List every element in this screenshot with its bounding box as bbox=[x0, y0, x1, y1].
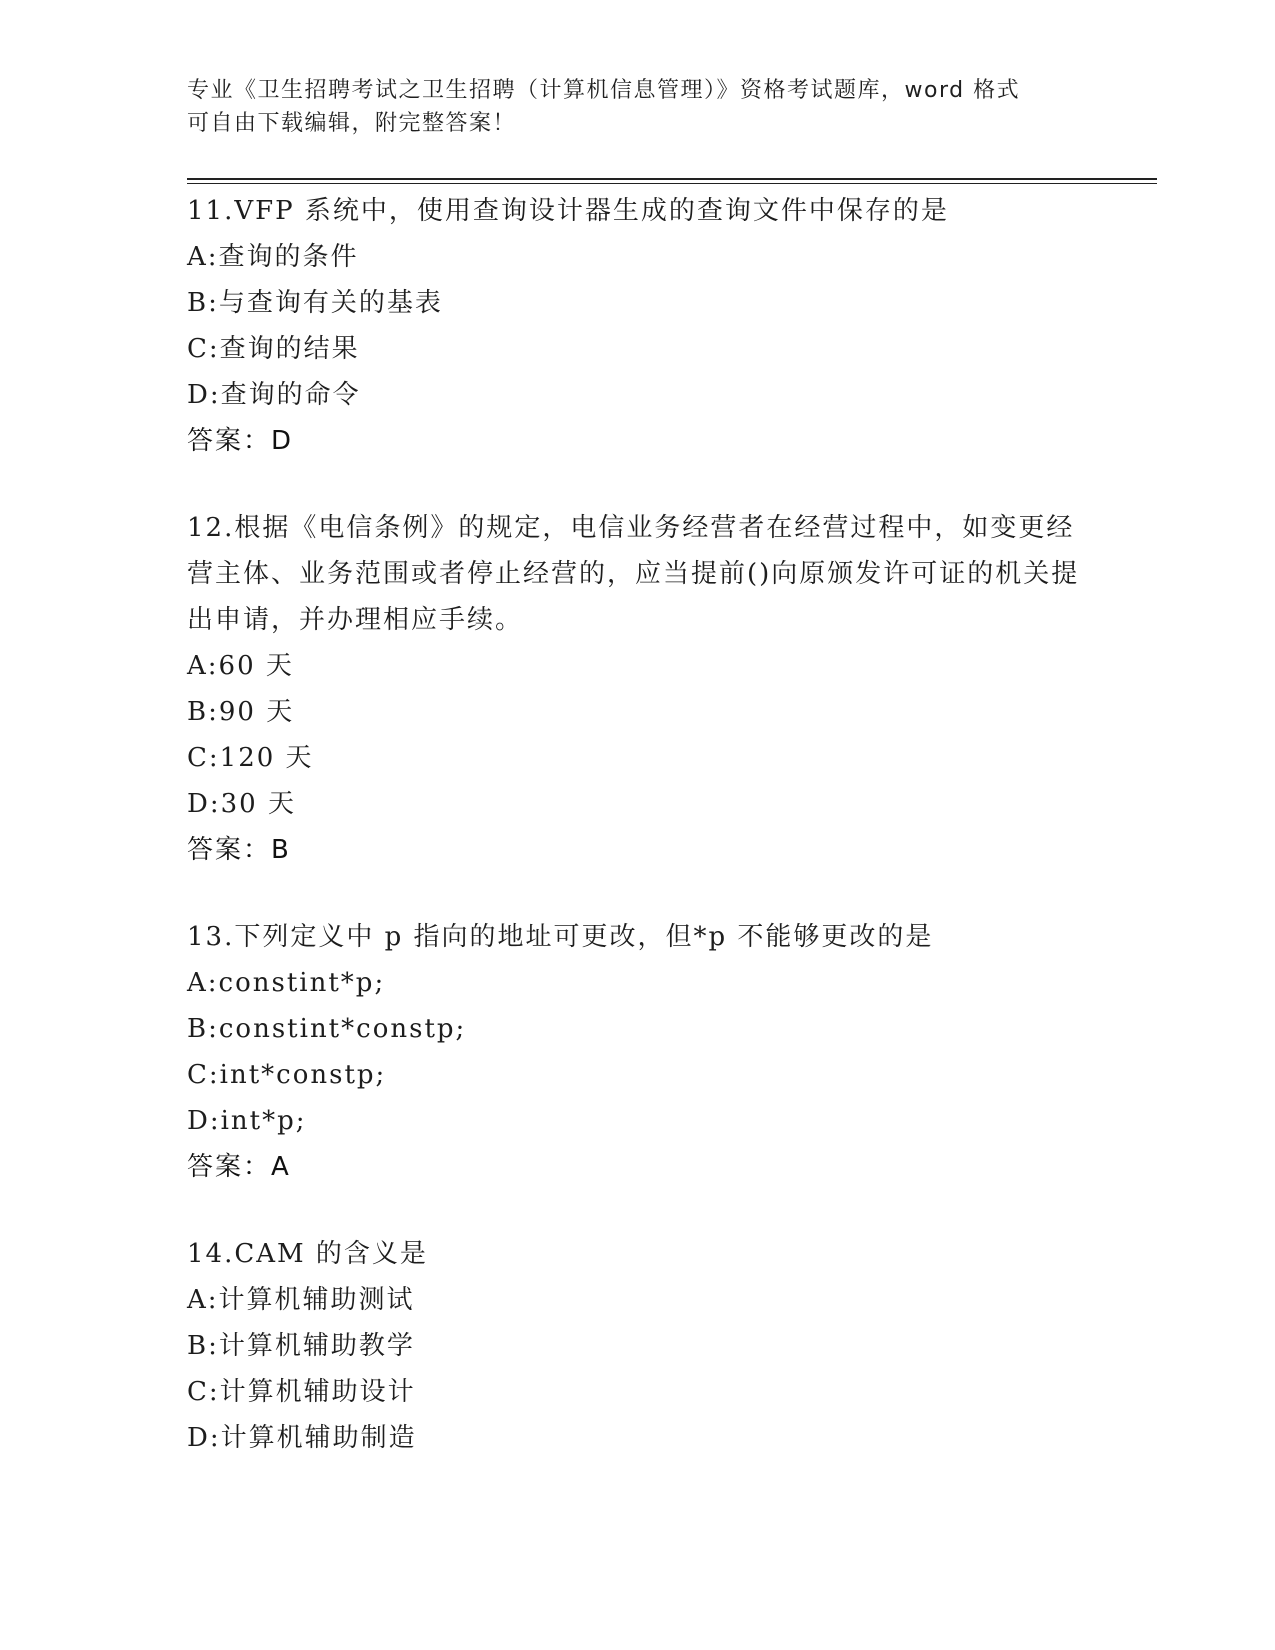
question-11 bbox=[187, 188, 1087, 464]
option-letter: B: bbox=[187, 1014, 219, 1044]
answer-label: 答案：A bbox=[187, 1152, 291, 1182]
option-text: 计算机辅助测试 bbox=[218, 1285, 415, 1315]
option-letter: D: bbox=[187, 1423, 221, 1453]
option-letter: D: bbox=[187, 789, 221, 819]
option-text: 120 天 bbox=[219, 743, 314, 773]
option-letter: C: bbox=[187, 1060, 220, 1090]
question-text: 12.根据《电信条例》的规定，电信业务经营者在经营过程中，如变更经营主体、业务范围或者停止经营的，应当提前()向原颁发许可证的机关提出申请，并办理相应手续。 bbox=[187, 513, 1080, 635]
answer-label: 答案：D bbox=[187, 426, 294, 456]
option-letter: C: bbox=[187, 1377, 220, 1407]
option-text: 90 天 bbox=[218, 697, 295, 727]
header-divider bbox=[187, 178, 1157, 184]
header-line-2: 可自由下载编辑，附完整答案！ bbox=[187, 111, 517, 136]
question-12 bbox=[187, 505, 1087, 873]
option-a bbox=[187, 1277, 1087, 1323]
option-letter: A: bbox=[187, 651, 219, 681]
question-list bbox=[187, 188, 1087, 1502]
option-text: 查询的条件 bbox=[218, 242, 359, 272]
option-text: int*p; bbox=[220, 1106, 307, 1136]
option-d bbox=[187, 372, 1087, 418]
option-letter: B: bbox=[187, 697, 219, 727]
option-a bbox=[187, 960, 1087, 1006]
option-letter: A: bbox=[187, 1285, 219, 1315]
option-text: 查询的命令 bbox=[220, 380, 361, 410]
option-c bbox=[187, 1369, 1087, 1415]
option-d bbox=[187, 1415, 1087, 1461]
option-a bbox=[187, 234, 1087, 280]
option-text: 30 天 bbox=[220, 789, 296, 819]
option-a bbox=[187, 643, 1087, 689]
option-letter: B: bbox=[187, 288, 219, 318]
option-d bbox=[187, 781, 1087, 827]
option-text: 计算机辅助教学 bbox=[218, 1331, 415, 1361]
question-text: 11.VFP 系统中，使用查询设计器生成的查询文件中保存的是 bbox=[187, 196, 949, 226]
question-text: 14.CAM 的含义是 bbox=[187, 1239, 428, 1269]
option-letter: A: bbox=[187, 242, 219, 272]
option-b bbox=[187, 689, 1087, 735]
option-text: 与查询有关的基表 bbox=[218, 288, 443, 318]
option-text: constint*constp; bbox=[218, 1014, 467, 1044]
question-14 bbox=[187, 1231, 1087, 1461]
option-c bbox=[187, 735, 1087, 781]
option-text: 计算机辅助设计 bbox=[219, 1377, 416, 1407]
option-text: int*constp; bbox=[219, 1060, 387, 1090]
header-line-1: 专业《卫生招聘考试之卫生招聘（计算机信息管理）》资格考试题库，word 格式 bbox=[187, 78, 1021, 103]
option-text: 查询的结果 bbox=[219, 334, 360, 364]
answer-label: 答案：B bbox=[187, 835, 291, 865]
option-b bbox=[187, 1006, 1087, 1052]
option-b bbox=[187, 280, 1087, 326]
option-text: constint*p; bbox=[218, 968, 386, 998]
option-letter: C: bbox=[187, 334, 220, 364]
option-b bbox=[187, 1323, 1087, 1369]
document-header bbox=[187, 74, 1067, 140]
option-letter: B: bbox=[187, 1331, 219, 1361]
option-letter: A: bbox=[187, 968, 219, 998]
option-letter: D: bbox=[187, 1106, 221, 1136]
option-text: 60 天 bbox=[218, 651, 294, 681]
option-letter: C: bbox=[187, 743, 220, 773]
question-13 bbox=[187, 914, 1087, 1190]
option-c bbox=[187, 326, 1087, 372]
option-text: 计算机辅助制造 bbox=[220, 1423, 417, 1453]
question-text: 13.下列定义中 p 指向的地址可更改，但*p 不能够更改的是 bbox=[187, 922, 934, 952]
option-letter: D: bbox=[187, 380, 221, 410]
option-d bbox=[187, 1098, 1087, 1144]
option-c bbox=[187, 1052, 1087, 1098]
